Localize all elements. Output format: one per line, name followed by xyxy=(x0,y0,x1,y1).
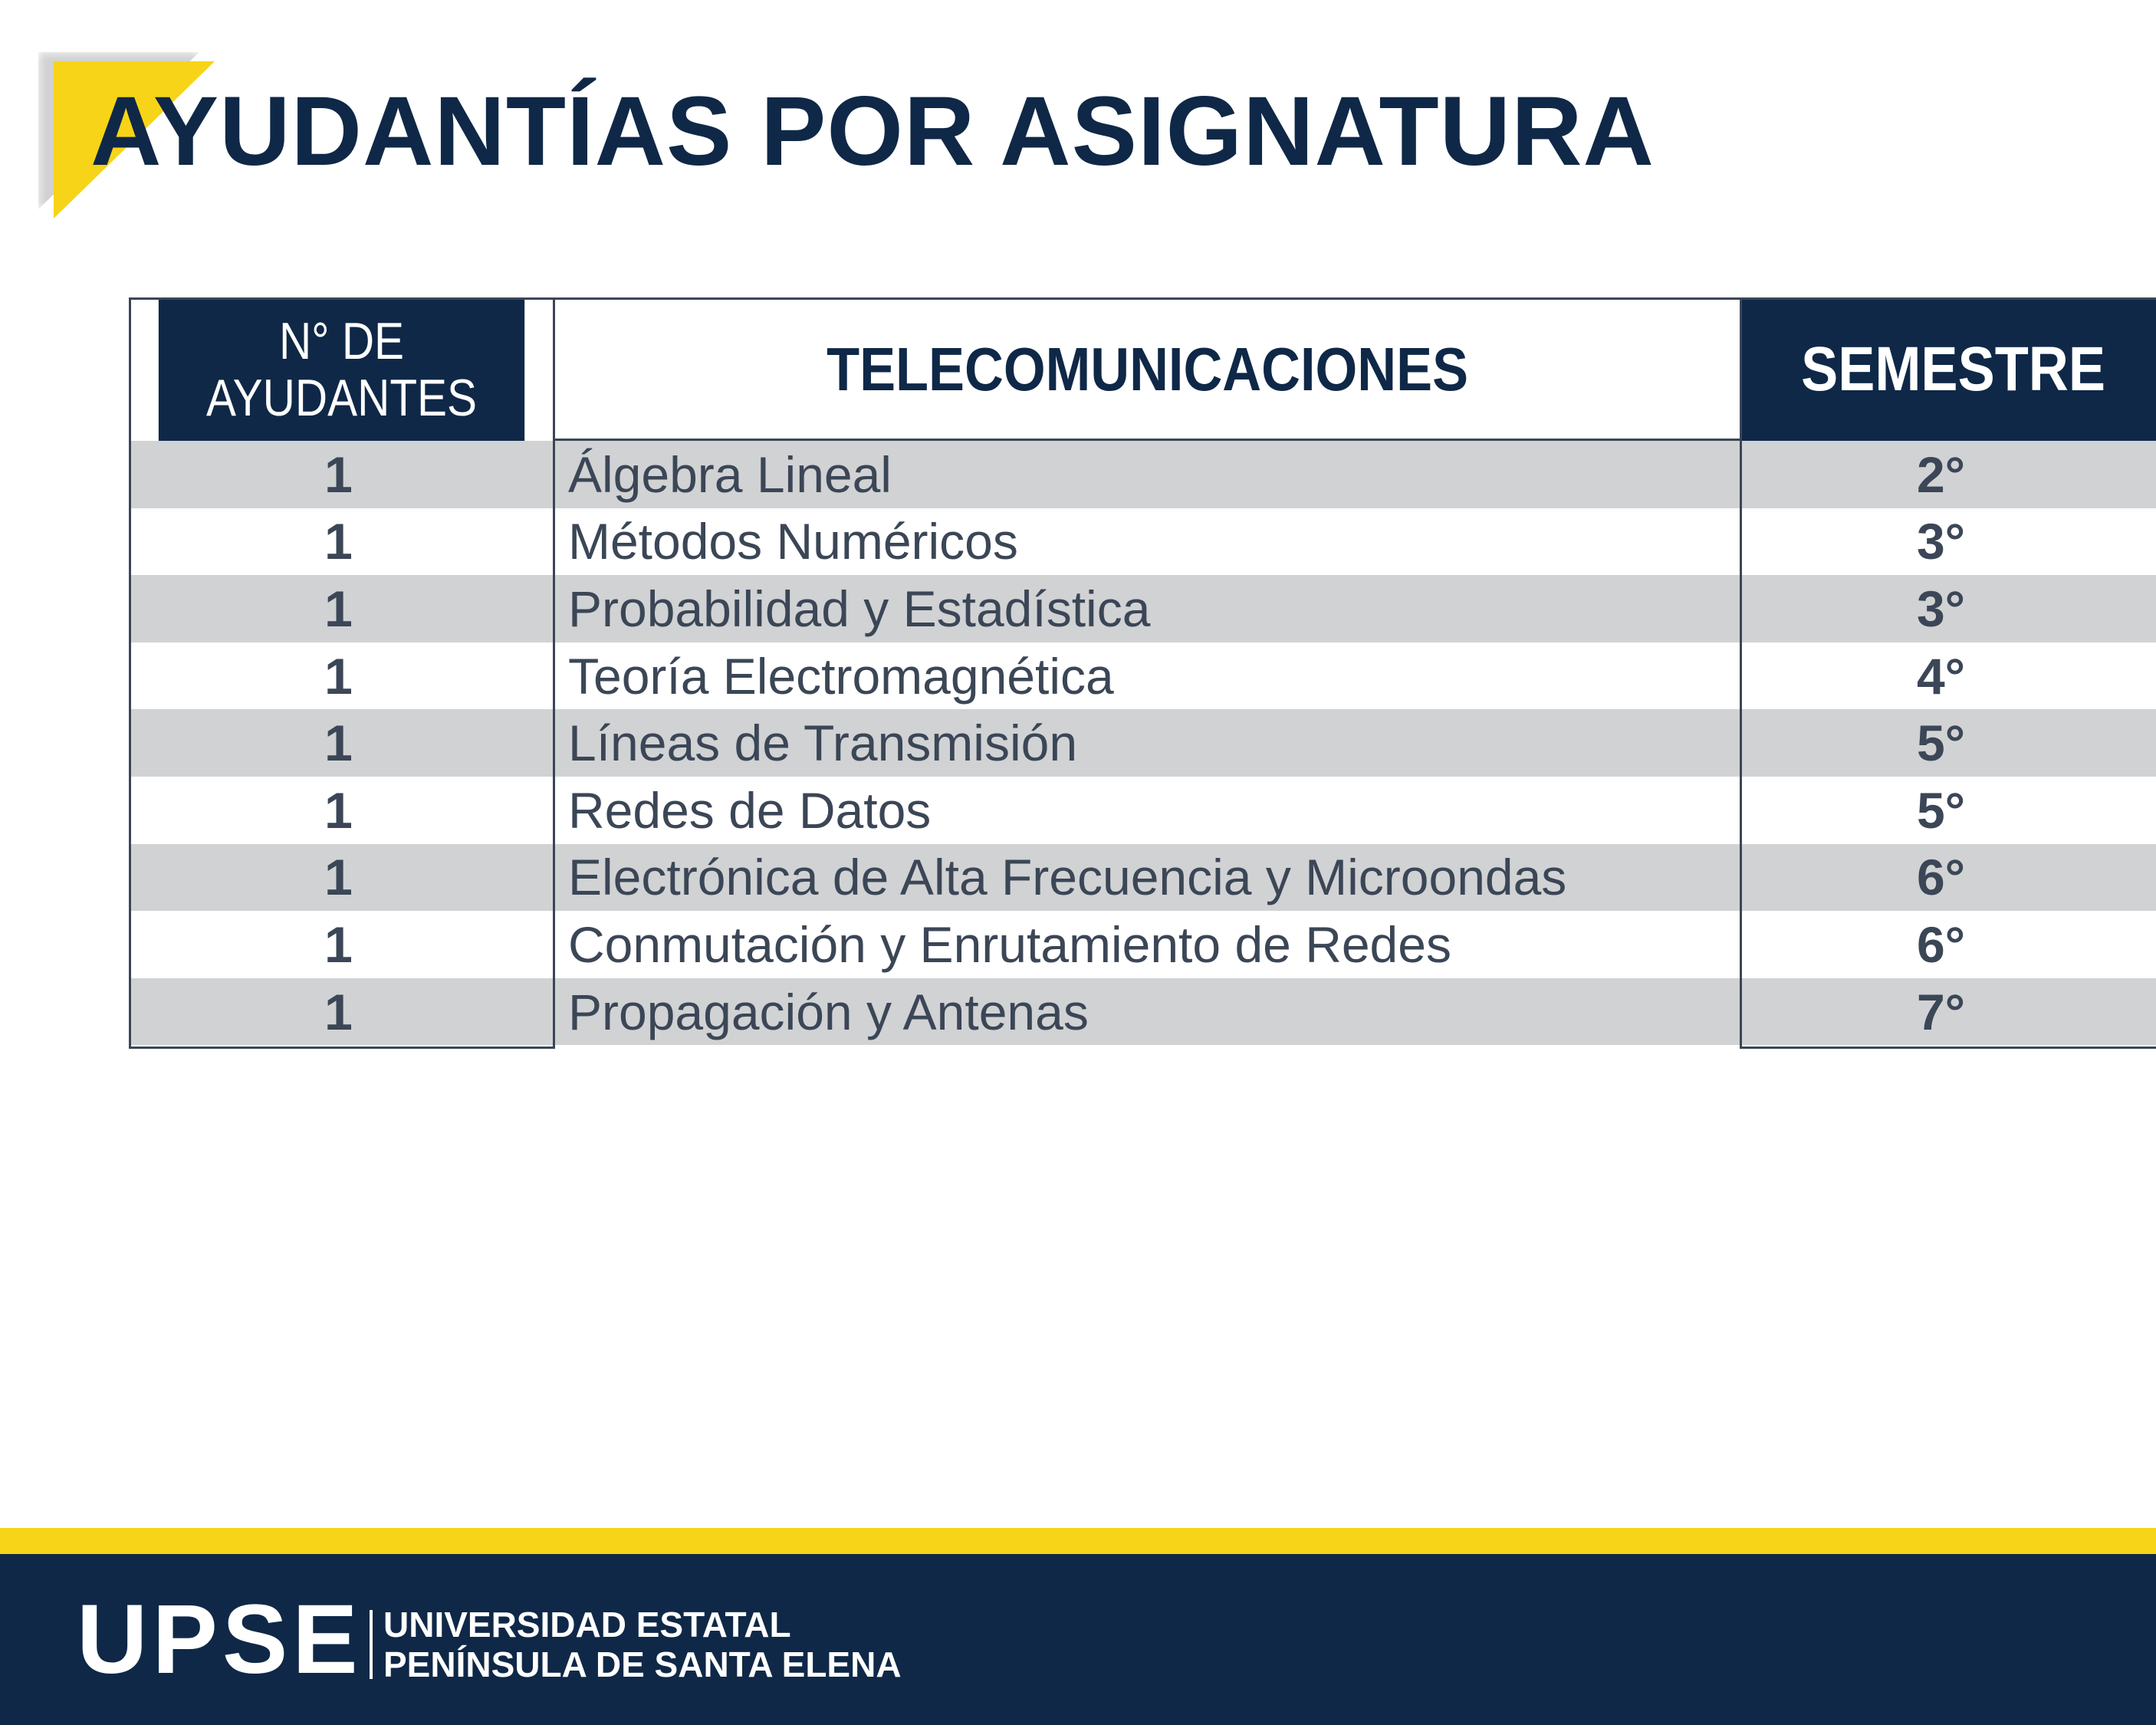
footer-yellow-stripe xyxy=(0,1528,2156,1554)
cell-num-assistants: 1 xyxy=(324,647,353,705)
cell-num-assistants: 1 xyxy=(324,915,353,973)
cell-semester: 2° xyxy=(1916,445,1966,503)
cell-subject: Propagación y Antenas xyxy=(568,983,1089,1040)
header-num-line1: N° DE xyxy=(278,311,405,370)
cell-num-assistants: 1 xyxy=(324,781,353,839)
cell-subject: Probabilidad y Estadística xyxy=(568,580,1151,637)
cell-num-assistants: 1 xyxy=(324,445,353,503)
table-row xyxy=(129,441,2156,508)
table-row xyxy=(129,911,2156,978)
cell-subject: Métodos Numéricos xyxy=(568,513,1018,570)
cell-subject: Líneas de Transmisión xyxy=(568,715,1078,772)
header-semester-label: SEMESTRE xyxy=(1801,334,2105,404)
cell-subject: Redes de Datos xyxy=(568,781,932,839)
cell-semester: 5° xyxy=(1916,715,1966,772)
table-row xyxy=(129,709,2156,777)
header-num-line2: AYUDANTES xyxy=(205,368,478,427)
cell-semester: 6° xyxy=(1916,915,1966,973)
header-num-assistants xyxy=(159,297,524,441)
cell-semester: 5° xyxy=(1916,781,1966,839)
cell-semester: 4° xyxy=(1916,647,1966,705)
table-row xyxy=(129,978,2156,1046)
upse-logo: UPSE xyxy=(77,1585,363,1694)
cell-num-assistants: 1 xyxy=(324,849,353,906)
cell-semester: 6° xyxy=(1916,849,1966,906)
page-title: AYUDANTÍAS POR ASIGNATURA xyxy=(90,77,1655,186)
cell-semester: 3° xyxy=(1916,513,1966,570)
cell-num-assistants: 1 xyxy=(324,983,353,1040)
cell-subject: Electrónica de Alta Frecuencia y Microondas xyxy=(568,849,1567,906)
university-name-line1: UNIVERSIDAD ESTATAL xyxy=(383,1605,791,1644)
cell-num-assistants: 1 xyxy=(324,715,353,772)
header-subject xyxy=(554,297,1740,441)
table-row xyxy=(129,642,2156,710)
logo-divider xyxy=(370,1610,373,1679)
cell-subject: Conmutación y Enrutamiento de Redes xyxy=(568,915,1451,973)
cell-semester: 7° xyxy=(1916,983,1966,1040)
header-subject-label: TELECOMUNICACIONES xyxy=(826,334,1468,403)
cell-num-assistants: 1 xyxy=(324,513,353,570)
table-row xyxy=(129,844,2156,912)
cell-num-assistants: 1 xyxy=(324,580,353,637)
table-header-row xyxy=(129,297,2156,441)
table-body xyxy=(129,441,2156,1045)
cell-subject: Teoría Electromagnética xyxy=(568,647,1114,705)
header-semester xyxy=(1740,297,2156,441)
table-row xyxy=(129,508,2156,576)
table-row xyxy=(129,575,2156,642)
cell-subject: Álgebra Lineal xyxy=(568,445,892,503)
table-row xyxy=(129,777,2156,844)
cell-semester: 3° xyxy=(1916,580,1966,637)
university-name-line2: PENÍNSULA DE SANTA ELENA xyxy=(383,1644,902,1684)
